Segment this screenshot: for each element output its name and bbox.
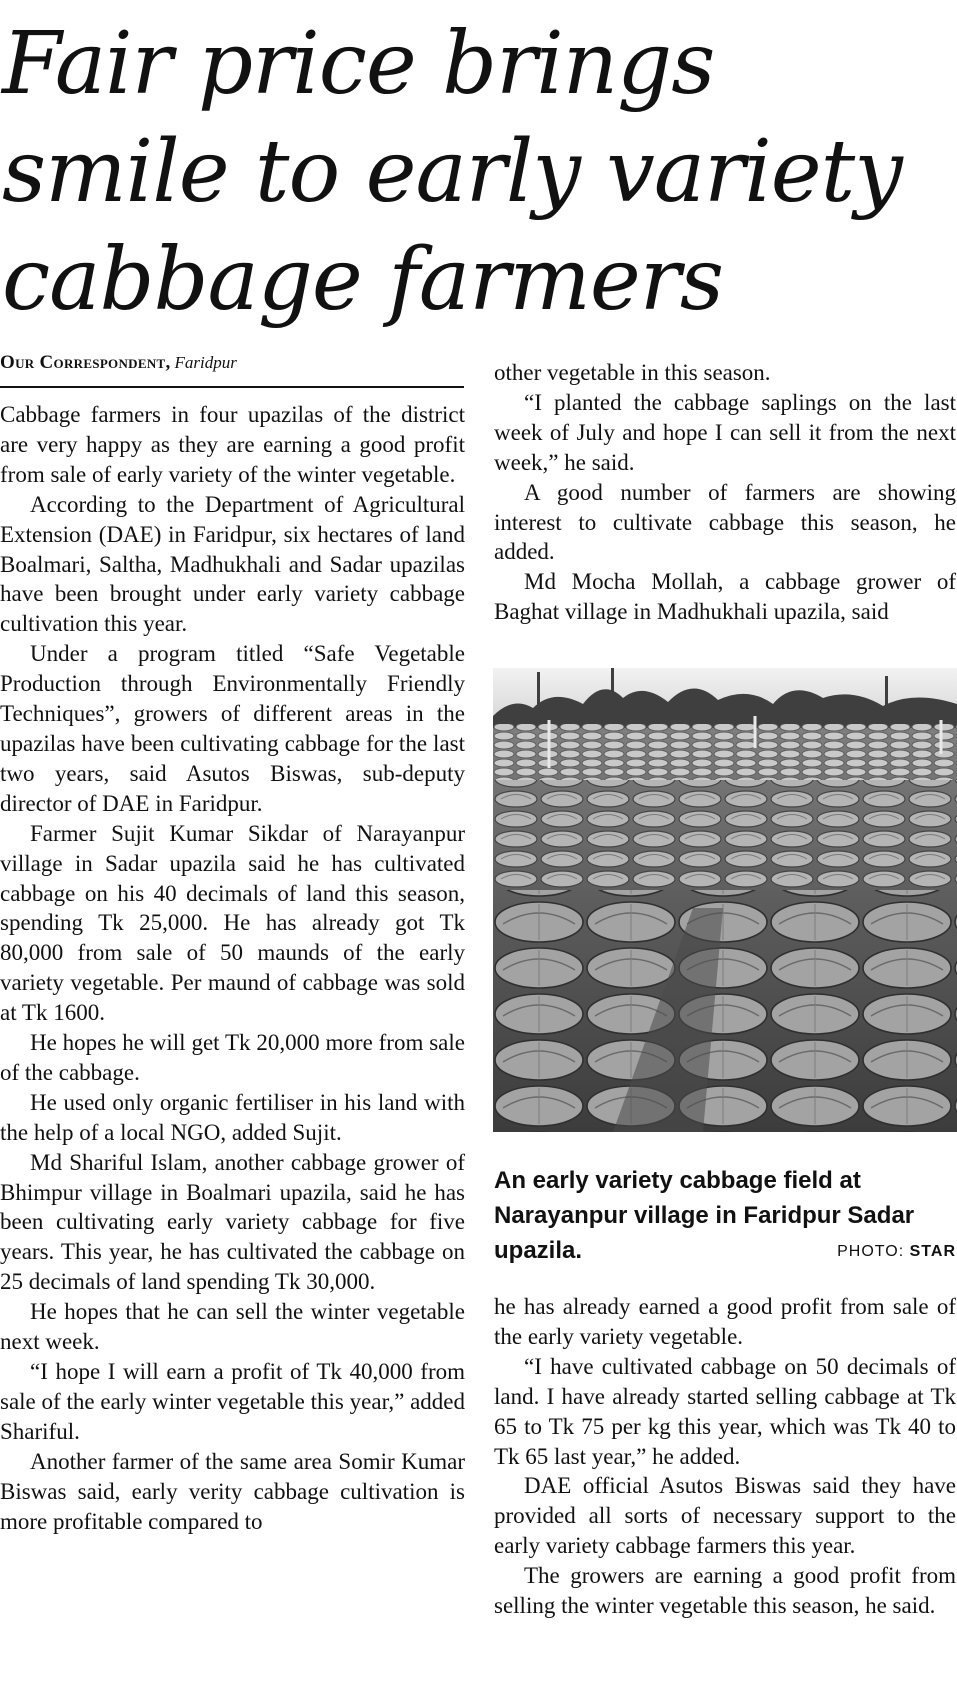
paragraph: Md Mocha Mollah, a cabbage grower of Baghat village in Madhukhali upazila, said [494,569,956,625]
headline: Fair price brings smile to early variety cabbage farmers [2,14,902,330]
photo-caption: An early variety cabbage field at Narayanpur village in Faridpur Sadar upazila. [494,1167,915,1264]
cabbage-field-photo [493,668,957,1132]
paragraph: Another farmer of the same area Somir Kumar Biswas said, early verity cabbage cultivation is more profitable compared to [0,1448,465,1534]
paragraph: He hopes he will get Tk 20,000 more from sale of the cabbage. [0,1030,465,1085]
byline-location: Faridpur [174,353,237,372]
paragraph: A good number of farmers are showing interest to cultivate cabbage this season, he added. [494,479,956,565]
paragraph: DAE official Asutos Biswas said they have provided all sorts of necessary support to the early variety cabbage farmers this year. [494,1473,956,1559]
paragraph: Under a program titled “Safe Vegetable Production through Environmentally Friendly Techniques”, growers of different areas in the upazilas have been cultivating cabbage for the last two years, said Asutos Biswas, sub-deputy director of DAE in Faridpur. [0,641,465,816]
paragraph: other vegetable in this season. [494,360,771,385]
paragraph: He used only organic fertiliser in his land with the help of a local NGO, added Sujit. [0,1089,465,1145]
article-column-2-bottom [494,1292,956,1621]
paragraph: “I planted the cabbage saplings on the last week of July and hope I can sell it from the next week,” he said. [494,389,956,475]
paragraph: Farmer Sujit Kumar Sikdar of Narayanpur village in Sadar upazila said he has cultivated cabbage on his 40 decimals of land this season, spending Tk 25,000. He has already got Tk 80,000 from sale of 50 maunds of the early variety vegetable. Per maund of cabbage was sold at Tk 1600. [0,820,465,1026]
byline [0,352,464,388]
paragraph: “I hope I will earn a profit of Tk 40,000 from sale of the early winter vegetable this year,” added Shariful. [0,1359,465,1444]
photo-credit-label: PHOTO: [837,1243,905,1260]
paragraph: According to the Department of Agricultural Extension (DAE) in Faridpur, six hectares of land Boalmari, Saltha, Madhukhali and Sadar upazilas have been brought under early variety cabbage cultivation this year. [0,491,465,637]
photo-credit-source: STAR [909,1243,956,1260]
article-column-2-top [494,358,956,627]
paragraph: “I have cultivated cabbage on 50 decimals of land. I have already started selling cabbage at Tk 65 to Tk 75 per kg this year, which was Tk 40 to Tk 65 last year,” he added. [494,1353,956,1469]
photo-credit [837,1243,956,1261]
byline-author: Our Correspondent, [0,352,171,373]
paragraph: Md Shariful Islam, another cabbage grower of Bhimpur village in Boalmari upazila, said he has been cultivating early variety cabbage for five years. This year, he has cultivated the cabbage on 25 decimals of land spending Tk 30,000. [0,1149,465,1295]
paragraph: The growers are earning a good profit from selling the winter vegetable this season, he said. [494,1563,956,1619]
paragraph: He hopes that he can sell the winter vegetable next week. [0,1299,465,1355]
paragraph: he has already earned a good profit from sale of the early variety vegetable. [494,1294,956,1349]
article-column-1 [0,400,465,1536]
paragraph: Cabbage farmers in four upazilas of the district are very happy as they are earning a good profit from sale of early variety of the winter vegetable. [0,402,465,487]
